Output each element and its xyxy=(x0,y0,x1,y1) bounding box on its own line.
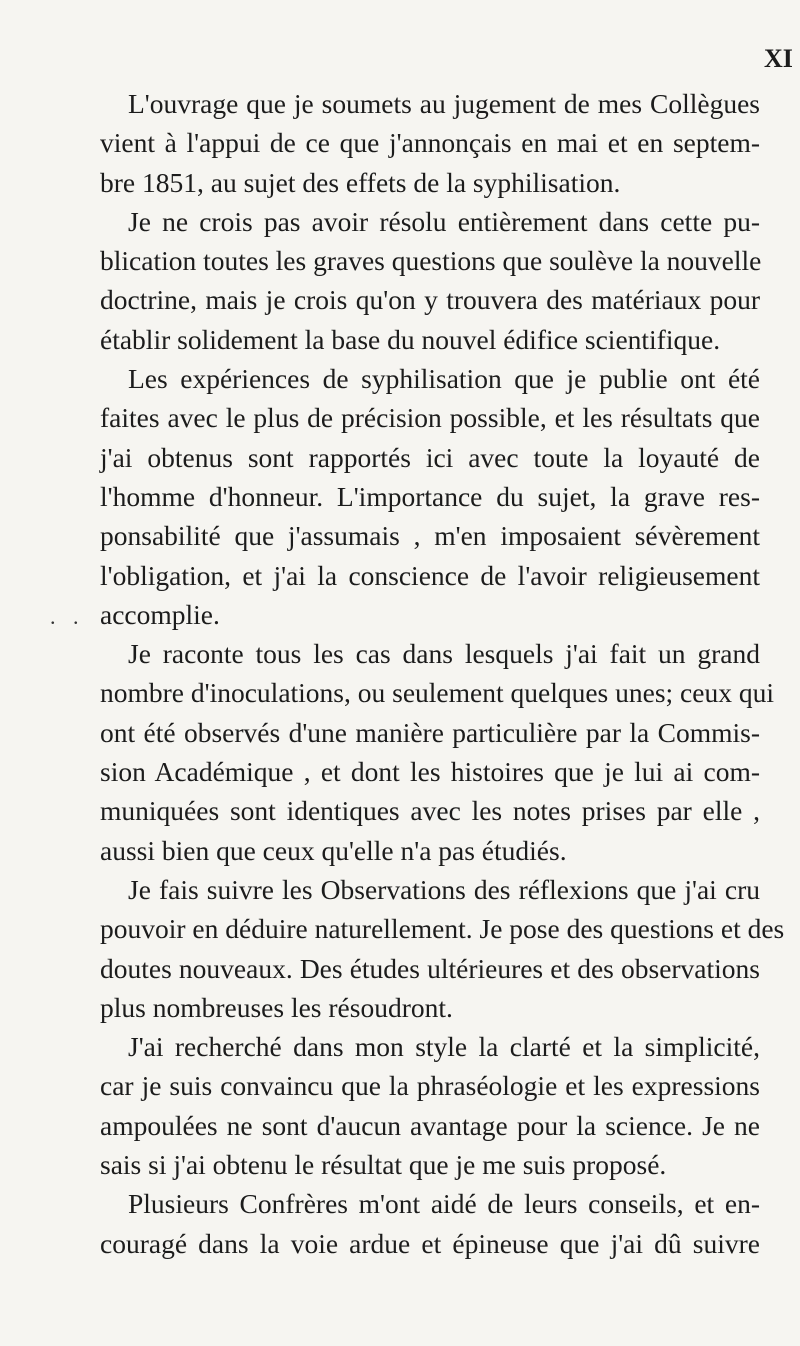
text-line: ont été observés d'une manière particulière par la Commis- xyxy=(100,716,760,748)
text-line: bre 1851, au sujet des effets de la syphilisation. xyxy=(100,166,621,198)
text-line: doutes nouveaux. Des études ultérieures et des observations xyxy=(100,952,760,984)
text-line: ponsabilité que j'assumais , m'en imposaient sévèrement xyxy=(100,520,760,552)
text-line: l'obligation, et j'ai la conscience de l'avoir religieusement xyxy=(100,559,760,591)
text-line: car je suis convaincu que la phraséologie et les expressions xyxy=(100,1070,760,1102)
text-line: ampoulées ne sont d'aucun avantage pour la science. Je ne xyxy=(100,1109,760,1141)
text-line: aussi bien que ceux qu'elle n'a pas étudiés. xyxy=(100,834,567,866)
margin-mark: . . xyxy=(50,604,85,629)
text-line: sion Académique , et dont les histoires que je lui ai com- xyxy=(100,756,760,788)
text-line: plus nombreuses les résoudront. xyxy=(100,991,453,1023)
text-line: blication toutes les graves questions que soulève la nouvelle xyxy=(100,245,762,277)
page-number: XI xyxy=(764,44,793,73)
text-line: Plusieurs Confrères m'ont aidé de leurs conseils, et en- xyxy=(128,1188,760,1220)
text-line: nombre d'inoculations, ou seulement quelques unes; ceux qui xyxy=(100,677,774,709)
text-line: Je raconte tous les cas dans lesquels j'ai fait un grand xyxy=(128,638,760,670)
text-line: l'homme d'honneur. L'importance du sujet, la grave res- xyxy=(100,480,760,512)
text-line: accomplie. xyxy=(100,598,220,630)
text-line: vient à l'appui de ce que j'annonçais en mai et en septem- xyxy=(100,127,760,159)
text-line: doctrine, mais je crois qu'on y trouvera des matériaux pour xyxy=(100,284,760,316)
text-line: j'ai obtenus sont rapportés ici avec toute la loyauté de xyxy=(100,441,760,473)
text-line: Les expériences de syphilisation que je publie ont été xyxy=(128,363,760,395)
body-text xyxy=(100,84,785,1263)
text-line: Je ne crois pas avoir résolu entièrement dans cette pu- xyxy=(128,205,760,237)
text-line: L'ouvrage que je soumets au jugement de mes Collègues xyxy=(128,88,760,119)
text-line: établir solidement la base du nouvel édifice scientifique. xyxy=(100,323,721,355)
text-line: couragé dans la voie ardue et épineuse que j'ai dû suivre xyxy=(100,1227,760,1259)
text-line: muniquées sont identiques avec les notes prises par elle , xyxy=(100,795,760,827)
text-line: sais si j'ai obtenu le résultat que je me suis proposé. xyxy=(100,1149,667,1181)
text-line: Je fais suivre les Observations des réflexions que j'ai cru xyxy=(128,873,760,905)
text-line: J'ai recherché dans mon style la clarté et la simplicité, xyxy=(128,1031,760,1063)
text-line: pouvoir en déduire naturellement. Je pose des questions et des xyxy=(100,913,785,945)
text-line: faites avec le plus de précision possible, et les résultats que xyxy=(100,402,760,434)
